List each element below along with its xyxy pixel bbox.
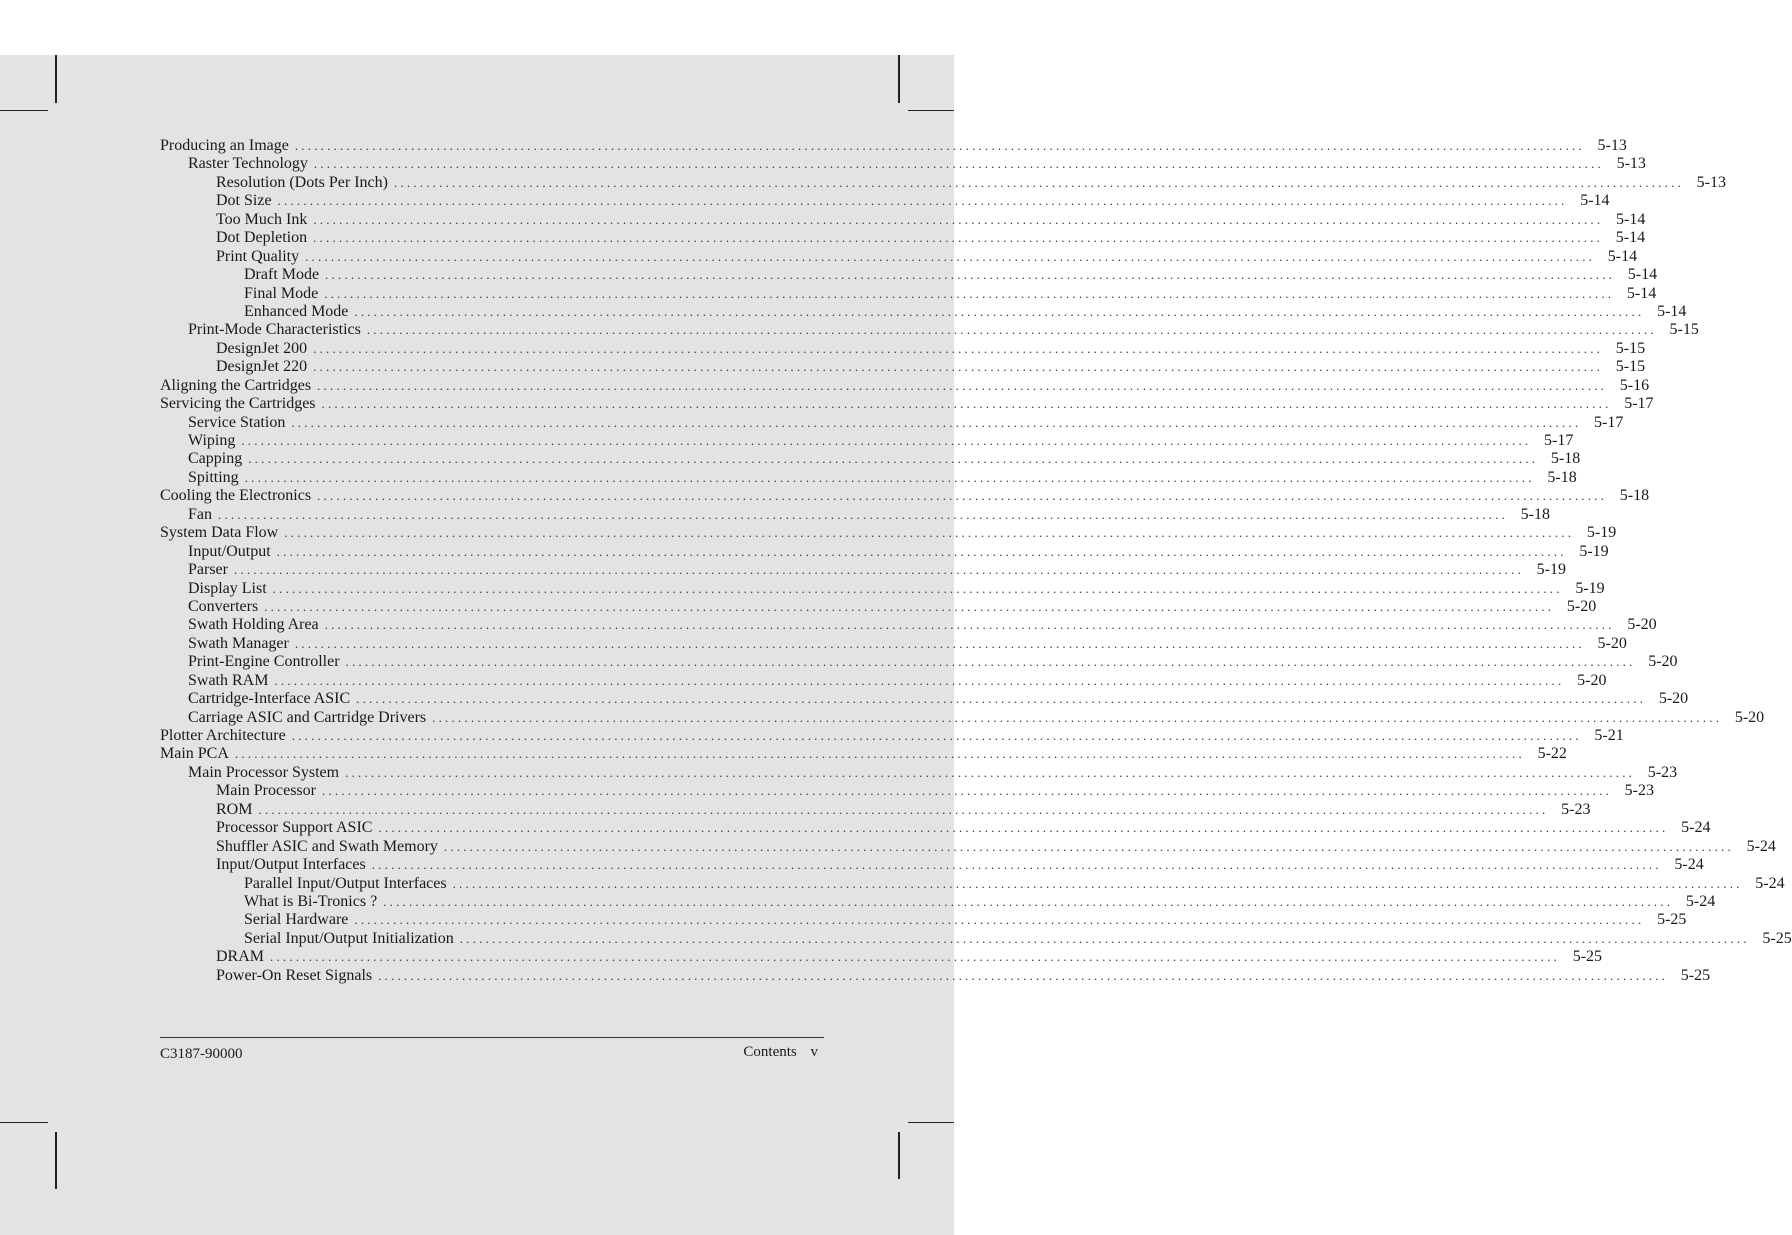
toc-entry-page: 5-25 bbox=[1572, 948, 1603, 966]
toc-entry[interactable] bbox=[160, 763, 1678, 782]
dot-leader: ........................................................................................................................................................................................................ bbox=[443, 838, 1734, 854]
toc-entry[interactable] bbox=[160, 948, 1603, 966]
toc-entry-page: 5-15 bbox=[1669, 321, 1699, 339]
toc-entry[interactable] bbox=[160, 413, 1624, 432]
toc-entry[interactable] bbox=[160, 173, 1726, 192]
dot-leader: ........................................................................................................................................................................................................ bbox=[294, 138, 1585, 153]
toc-entry[interactable] bbox=[160, 192, 1610, 210]
toc-entry-title: What is Bi-Tronics ? bbox=[244, 892, 378, 910]
toc-entry-title: Aligning the Cartridges bbox=[160, 376, 312, 394]
toc-entry[interactable] bbox=[160, 911, 1687, 929]
dot-leader: ........................................................................................................................................................................................................ bbox=[277, 193, 1568, 209]
toc-entry-title: Enhanced Mode bbox=[244, 302, 349, 320]
dot-leader: ........................................................................................................................................................................................................ bbox=[270, 949, 1561, 965]
toc-entry-page: 5-24 bbox=[1685, 892, 1716, 910]
crop-mark-bottom-right-vertical bbox=[898, 1132, 900, 1179]
toc-entry-page: 5-14 bbox=[1615, 229, 1646, 247]
toc-entry-title: Print-Engine Controller bbox=[188, 653, 340, 671]
toc-entry[interactable] bbox=[160, 708, 1765, 727]
toc-entry-title: Draft Mode bbox=[244, 266, 320, 284]
dot-leader: ........................................................................................................................................................................................................ bbox=[354, 303, 1645, 319]
toc-entry-title: DesignJet 220 bbox=[216, 358, 308, 376]
toc-entry-title: Swath RAM bbox=[188, 671, 269, 689]
dot-leader: ........................................................................................................................................................................................................ bbox=[324, 617, 1615, 633]
toc-entry-page: 5-15 bbox=[1615, 358, 1646, 376]
toc-entry-page: 5-20 bbox=[1597, 634, 1627, 652]
toc-entry-title: Raster Technology bbox=[188, 155, 308, 173]
dot-leader: ........................................................................................................................................................................................................ bbox=[393, 174, 1684, 190]
toc-entry-page: 5-13 bbox=[1597, 137, 1627, 154]
toc-entry-page: 5-14 bbox=[1657, 302, 1687, 320]
toc-entry-page: 5-22 bbox=[1537, 745, 1567, 763]
dot-leader: ........................................................................................................................................................................................................ bbox=[321, 783, 1612, 799]
dot-leader: ........................................................................................................................................................................................................ bbox=[291, 414, 1582, 430]
dot-leader: ........................................................................................................................................................................................................ bbox=[371, 857, 1662, 873]
dot-leader: ........................................................................................................................................................................................................ bbox=[234, 746, 1525, 762]
toc-entry-page: 5-18 bbox=[1619, 487, 1650, 505]
toc-entry[interactable] bbox=[160, 745, 1567, 763]
toc-entry-title: Processor Support ASIC bbox=[216, 819, 373, 837]
toc-entry-title: Main Processor bbox=[216, 782, 316, 800]
toc-entry-page: 5-23 bbox=[1647, 763, 1678, 781]
toc-entry-title: Resolution (Dots Per Inch) bbox=[216, 173, 388, 191]
toc-entry-page: 5-19 bbox=[1586, 524, 1617, 542]
toc-entry[interactable] bbox=[160, 395, 1654, 413]
toc-entry-page: 5-13 bbox=[1616, 155, 1646, 173]
toc-entry[interactable] bbox=[160, 302, 1687, 321]
crop-mark-top-right-vertical bbox=[898, 55, 900, 103]
toc-entry-title: Converters bbox=[188, 597, 259, 615]
toc-entry[interactable] bbox=[160, 487, 1650, 505]
toc-entry-page: 5-24 bbox=[1681, 819, 1711, 837]
dot-leader: ........................................................................................................................................................................................................ bbox=[383, 893, 1674, 909]
crop-mark-top-left-horizontal bbox=[0, 110, 48, 111]
toc-entry[interactable] bbox=[160, 966, 1711, 985]
dot-leader: ........................................................................................................................................................................................................ bbox=[356, 691, 1647, 707]
dot-leader: ........................................................................................................................................................................................................ bbox=[272, 580, 1563, 596]
crop-mark-bottom-right-horizontal bbox=[908, 1122, 954, 1123]
dot-leader: ........................................................................................................................................................................................................ bbox=[284, 525, 1575, 541]
toc-entry-title: Display List bbox=[188, 579, 267, 597]
toc-entry[interactable] bbox=[160, 247, 1638, 266]
dot-leader: ........................................................................................................................................................................................................ bbox=[313, 211, 1604, 227]
toc-entry-page: 5-24 bbox=[1755, 874, 1785, 892]
toc-entry-title: Serial Hardware bbox=[244, 911, 349, 929]
dot-leader: ........................................................................................................................................................................................................ bbox=[313, 359, 1604, 375]
toc-entry-title: Service Station bbox=[188, 413, 286, 431]
crop-mark-top-left-vertical bbox=[55, 55, 57, 103]
toc-entry-page: 5-14 bbox=[1615, 210, 1646, 228]
toc-entry-title: Print Quality bbox=[216, 247, 300, 265]
toc-entry-page: 5-14 bbox=[1580, 192, 1610, 210]
toc-entry-title: Spitting bbox=[188, 468, 239, 486]
toc-entry[interactable] bbox=[160, 782, 1654, 800]
toc-entry-title: Wiping bbox=[188, 432, 236, 449]
toc-entry-title: Input/Output Interfaces bbox=[216, 856, 366, 874]
dot-leader: ........................................................................................................................................................................................................ bbox=[345, 764, 1636, 780]
toc-entry-page: 5-20 bbox=[1577, 671, 1607, 689]
toc-entry[interactable] bbox=[160, 561, 1566, 579]
toc-entry-title: Servicing the Cartridges bbox=[160, 395, 316, 413]
toc-entry-title: System Data Flow bbox=[160, 524, 279, 542]
toc-entry[interactable] bbox=[160, 358, 1646, 376]
document-number: C3187-90000 bbox=[160, 1046, 243, 1062]
crop-mark-top-right-horizontal bbox=[908, 110, 954, 111]
toc-entry-title: Capping bbox=[188, 450, 243, 468]
dot-leader: ........................................................................................................................................................................................................ bbox=[325, 267, 1616, 283]
toc-entry-page: 5-16 bbox=[1619, 376, 1650, 394]
dot-leader: ........................................................................................................................................................................................................ bbox=[233, 562, 1524, 578]
dot-leader: ........................................................................................................................................................................................................ bbox=[313, 230, 1604, 246]
dot-leader: ........................................................................................................................................................................................................ bbox=[291, 728, 1582, 743]
toc-entry-page: 5-15 bbox=[1615, 339, 1646, 357]
toc-entry-page: 5-20 bbox=[1734, 708, 1765, 726]
dot-leader: ........................................................................................................................................................................................................ bbox=[317, 488, 1608, 504]
toc-entry[interactable] bbox=[160, 450, 1581, 468]
toc-entry[interactable] bbox=[160, 690, 1689, 708]
toc-entry[interactable] bbox=[160, 210, 1646, 229]
footer-page-number: v bbox=[810, 1044, 818, 1060]
toc-entry[interactable] bbox=[160, 505, 1550, 524]
toc-entry-title: Producing an Image bbox=[160, 137, 289, 154]
toc-entry[interactable] bbox=[160, 321, 1699, 339]
dot-leader: ........................................................................................................................................................................................................ bbox=[354, 912, 1645, 928]
toc-entry-page: 5-19 bbox=[1575, 579, 1605, 597]
dot-leader: ........................................................................................................................................................................................................ bbox=[244, 469, 1535, 485]
dot-leader: ........................................................................................................................................................................................................ bbox=[305, 248, 1596, 264]
toc-entry[interactable] bbox=[160, 542, 1609, 561]
toc-entry-page: 5-14 bbox=[1627, 266, 1658, 284]
dot-leader: ........................................................................................................................................................................................................ bbox=[317, 377, 1608, 393]
toc-entry-page: 5-21 bbox=[1594, 727, 1624, 744]
toc-entry-page: 5-23 bbox=[1624, 782, 1654, 800]
toc-entry-title: Plotter Architecture bbox=[160, 727, 286, 744]
toc-entry[interactable] bbox=[160, 339, 1646, 358]
toc-entry[interactable] bbox=[160, 856, 1704, 874]
dot-leader: ........................................................................................................................................................................................................ bbox=[432, 709, 1723, 725]
footer-section: Contents bbox=[743, 1044, 797, 1060]
dot-leader: ........................................................................................................................................................................................................ bbox=[321, 396, 1612, 412]
toc-entry[interactable] bbox=[160, 653, 1678, 671]
toc-entry-page: 5-19 bbox=[1579, 542, 1609, 560]
toc-entry-title: Parallel Input/Output Interfaces bbox=[244, 874, 447, 892]
toc-entry-page: 5-14 bbox=[1626, 284, 1657, 302]
table-of-contents bbox=[160, 137, 1792, 985]
toc-entry-title: Swath Holding Area bbox=[188, 616, 319, 634]
toc-entry-title: Fan bbox=[188, 505, 212, 523]
dot-leader: ........................................................................................................................................................................................................ bbox=[313, 156, 1604, 172]
toc-entry-title: Carriage ASIC and Cartridge Drivers bbox=[188, 708, 427, 726]
toc-entry-title: DRAM bbox=[216, 948, 265, 966]
dot-leader: ........................................................................................................................................................................................................ bbox=[313, 340, 1604, 356]
toc-entry[interactable] bbox=[160, 284, 1657, 303]
toc-entry-title: Too Much Ink bbox=[216, 210, 308, 228]
dot-leader: ........................................................................................................................................................................................................ bbox=[324, 285, 1615, 301]
toc-entry-page: 5-18 bbox=[1547, 468, 1577, 486]
toc-entry[interactable] bbox=[160, 579, 1605, 598]
toc-entry-page: 5-20 bbox=[1566, 597, 1597, 615]
toc-entry-title: Shuffler ASIC and Swath Memory bbox=[216, 837, 438, 855]
toc-entry[interactable] bbox=[160, 229, 1646, 247]
dot-leader: ........................................................................................................................................................................................................ bbox=[452, 875, 1743, 891]
toc-entry-title: Input/Output bbox=[188, 542, 271, 560]
toc-entry-title: Print-Mode Characteristics bbox=[188, 321, 361, 339]
toc-entry-title: ROM bbox=[216, 800, 253, 818]
toc-entry-page: 5-23 bbox=[1561, 800, 1591, 818]
dot-leader: ........................................................................................................................................................................................................ bbox=[378, 967, 1669, 983]
toc-entry-title: Cartridge-Interface ASIC bbox=[188, 690, 351, 708]
toc-entry-page: 5-20 bbox=[1648, 653, 1678, 671]
toc-entry-title: Final Mode bbox=[244, 284, 319, 302]
toc-entry[interactable] bbox=[160, 800, 1591, 819]
toc-entry-title: DesignJet 200 bbox=[216, 339, 308, 357]
toc-entry[interactable] bbox=[160, 266, 1658, 284]
toc-entry-title: Dot Size bbox=[216, 192, 272, 210]
toc-entry-page: 5-17 bbox=[1544, 432, 1574, 449]
toc-entry-title: Dot Depletion bbox=[216, 229, 308, 247]
toc-entry-page: 5-25 bbox=[1680, 966, 1711, 984]
toc-entry[interactable] bbox=[160, 727, 1624, 745]
dot-leader: ........................................................................................................................................................................................................ bbox=[294, 635, 1585, 651]
toc-entry[interactable] bbox=[160, 634, 1627, 653]
toc-entry-page: 5-18 bbox=[1520, 505, 1550, 523]
toc-entry[interactable] bbox=[160, 929, 1792, 948]
toc-entry-page: 5-20 bbox=[1627, 616, 1657, 634]
toc-entry[interactable] bbox=[160, 837, 1776, 856]
toc-entry-page: 5-17 bbox=[1624, 395, 1654, 413]
toc-entry-title: Parser bbox=[188, 561, 228, 579]
toc-entry-title: Main Processor System bbox=[188, 763, 340, 781]
crop-mark-bottom-left-horizontal bbox=[0, 1122, 48, 1123]
toc-entry[interactable] bbox=[160, 468, 1577, 487]
toc-entry-title: Serial Input/Output Initialization bbox=[244, 929, 454, 947]
dot-leader: ........................................................................................................................................................................................................ bbox=[258, 801, 1549, 817]
toc-entry[interactable] bbox=[160, 597, 1597, 616]
dot-leader: ........................................................................................................................................................................................................ bbox=[241, 433, 1532, 448]
dot-leader: ........................................................................................................................................................................................................ bbox=[218, 506, 1508, 522]
dot-leader: ........................................................................................................................................................................................................ bbox=[276, 543, 1567, 559]
toc-entry[interactable] bbox=[160, 524, 1617, 542]
dot-leader: ........................................................................................................................................................................................................ bbox=[345, 654, 1636, 670]
toc-entry-page: 5-20 bbox=[1658, 690, 1689, 708]
toc-entry-page: 5-25 bbox=[1657, 911, 1687, 929]
toc-entry-page: 5-25 bbox=[1762, 929, 1792, 947]
dot-leader: ........................................................................................................................................................................................................ bbox=[248, 451, 1539, 467]
toc-entry-page: 5-13 bbox=[1696, 173, 1726, 191]
dot-leader: ........................................................................................................................................................................................................ bbox=[459, 930, 1750, 946]
toc-entry-title: Power-On Reset Signals bbox=[216, 966, 373, 984]
toc-entry-title: Swath Manager bbox=[188, 634, 289, 652]
toc-entry-page: 5-24 bbox=[1674, 856, 1704, 874]
toc-entry-title: Cooling the Electronics bbox=[160, 487, 312, 505]
toc-entry[interactable] bbox=[160, 137, 1627, 155]
toc-entry[interactable] bbox=[160, 432, 1574, 450]
toc-entry-page: 5-24 bbox=[1746, 837, 1776, 855]
toc-entry-page: 5-18 bbox=[1550, 450, 1581, 468]
toc-entry[interactable] bbox=[160, 671, 1607, 690]
dot-leader: ........................................................................................................................................................................................................ bbox=[366, 322, 1657, 338]
toc-entry[interactable] bbox=[160, 892, 1716, 911]
toc-entry-page: 5-17 bbox=[1593, 413, 1624, 431]
crop-mark-bottom-left-vertical bbox=[55, 1132, 57, 1189]
footer-page-label bbox=[743, 1044, 818, 1061]
toc-entry-page: 5-14 bbox=[1607, 247, 1638, 265]
toc-entry-page: 5-19 bbox=[1536, 561, 1566, 579]
toc-entry[interactable] bbox=[160, 819, 1711, 837]
dot-leader: ........................................................................................................................................................................................................ bbox=[378, 820, 1669, 836]
toc-entry[interactable] bbox=[160, 376, 1650, 395]
toc-entry-title: Main PCA bbox=[160, 745, 229, 763]
dot-leader: ........................................................................................................................................................................................................ bbox=[274, 672, 1565, 688]
footer-rule bbox=[160, 1037, 824, 1038]
dot-leader: ........................................................................................................................................................................................................ bbox=[264, 598, 1555, 614]
toc-entry[interactable] bbox=[160, 616, 1657, 634]
toc-entry[interactable] bbox=[160, 155, 1646, 173]
toc-entry[interactable] bbox=[160, 874, 1785, 893]
